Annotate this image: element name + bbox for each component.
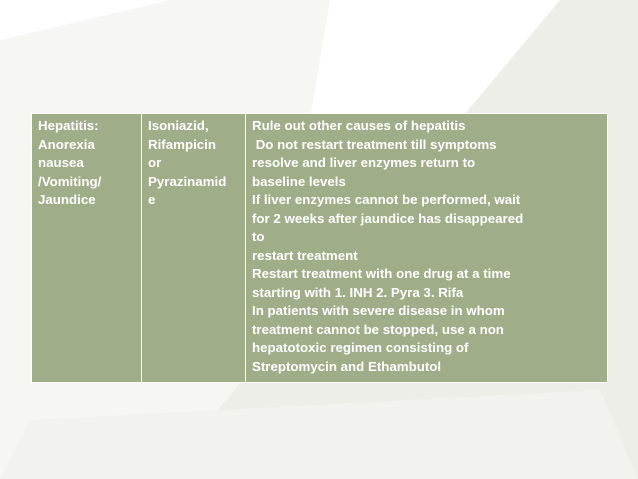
management-line: for 2 weeks after jaundice has disappeared [252, 210, 524, 226]
management-line: treatment cannot be stopped, use a non [252, 321, 504, 337]
condition-line: nausea [38, 155, 84, 170]
management-cell [246, 114, 608, 383]
management-line: resolve and liver enzymes return to [252, 155, 476, 170]
management-line: Restart treatment with one drug at a time [252, 266, 511, 281]
management-line: starting with 1. INH 2. Pyra 3. Rifa [252, 284, 464, 300]
condition-line: Anorexia [38, 136, 95, 152]
table-row [32, 114, 608, 383]
condition-line: /Vomiting/ [38, 173, 102, 189]
management-line: to [252, 229, 265, 244]
management-line: In patients with severe disease in whom [252, 303, 505, 318]
management-line: Streptomycin and Ethambutol [252, 358, 442, 374]
management-line: Rule out other causes of hepatitis [252, 118, 466, 133]
drug-line: Rifampicin [148, 136, 216, 152]
drug-line: or [148, 155, 162, 170]
management-line: If liver enzymes cannot be performed, wait [252, 192, 521, 207]
management-line: baseline levels [252, 173, 346, 189]
adverse-effects-table [31, 113, 608, 383]
management-line: Do not restart treatment till symptoms [252, 136, 497, 152]
table [31, 113, 608, 383]
drug-line: e [148, 192, 156, 207]
drugs-cell [142, 114, 246, 383]
drug-line: Pyrazinamid [148, 173, 227, 189]
condition-line: Hepatitis: [38, 118, 99, 133]
condition-line: Jaundice [38, 192, 96, 207]
drug-line: Isoniazid, [148, 118, 209, 133]
management-line: hepatotoxic regimen consisting of [252, 340, 469, 355]
condition-cell [32, 114, 142, 383]
management-line: restart treatment [252, 247, 358, 263]
